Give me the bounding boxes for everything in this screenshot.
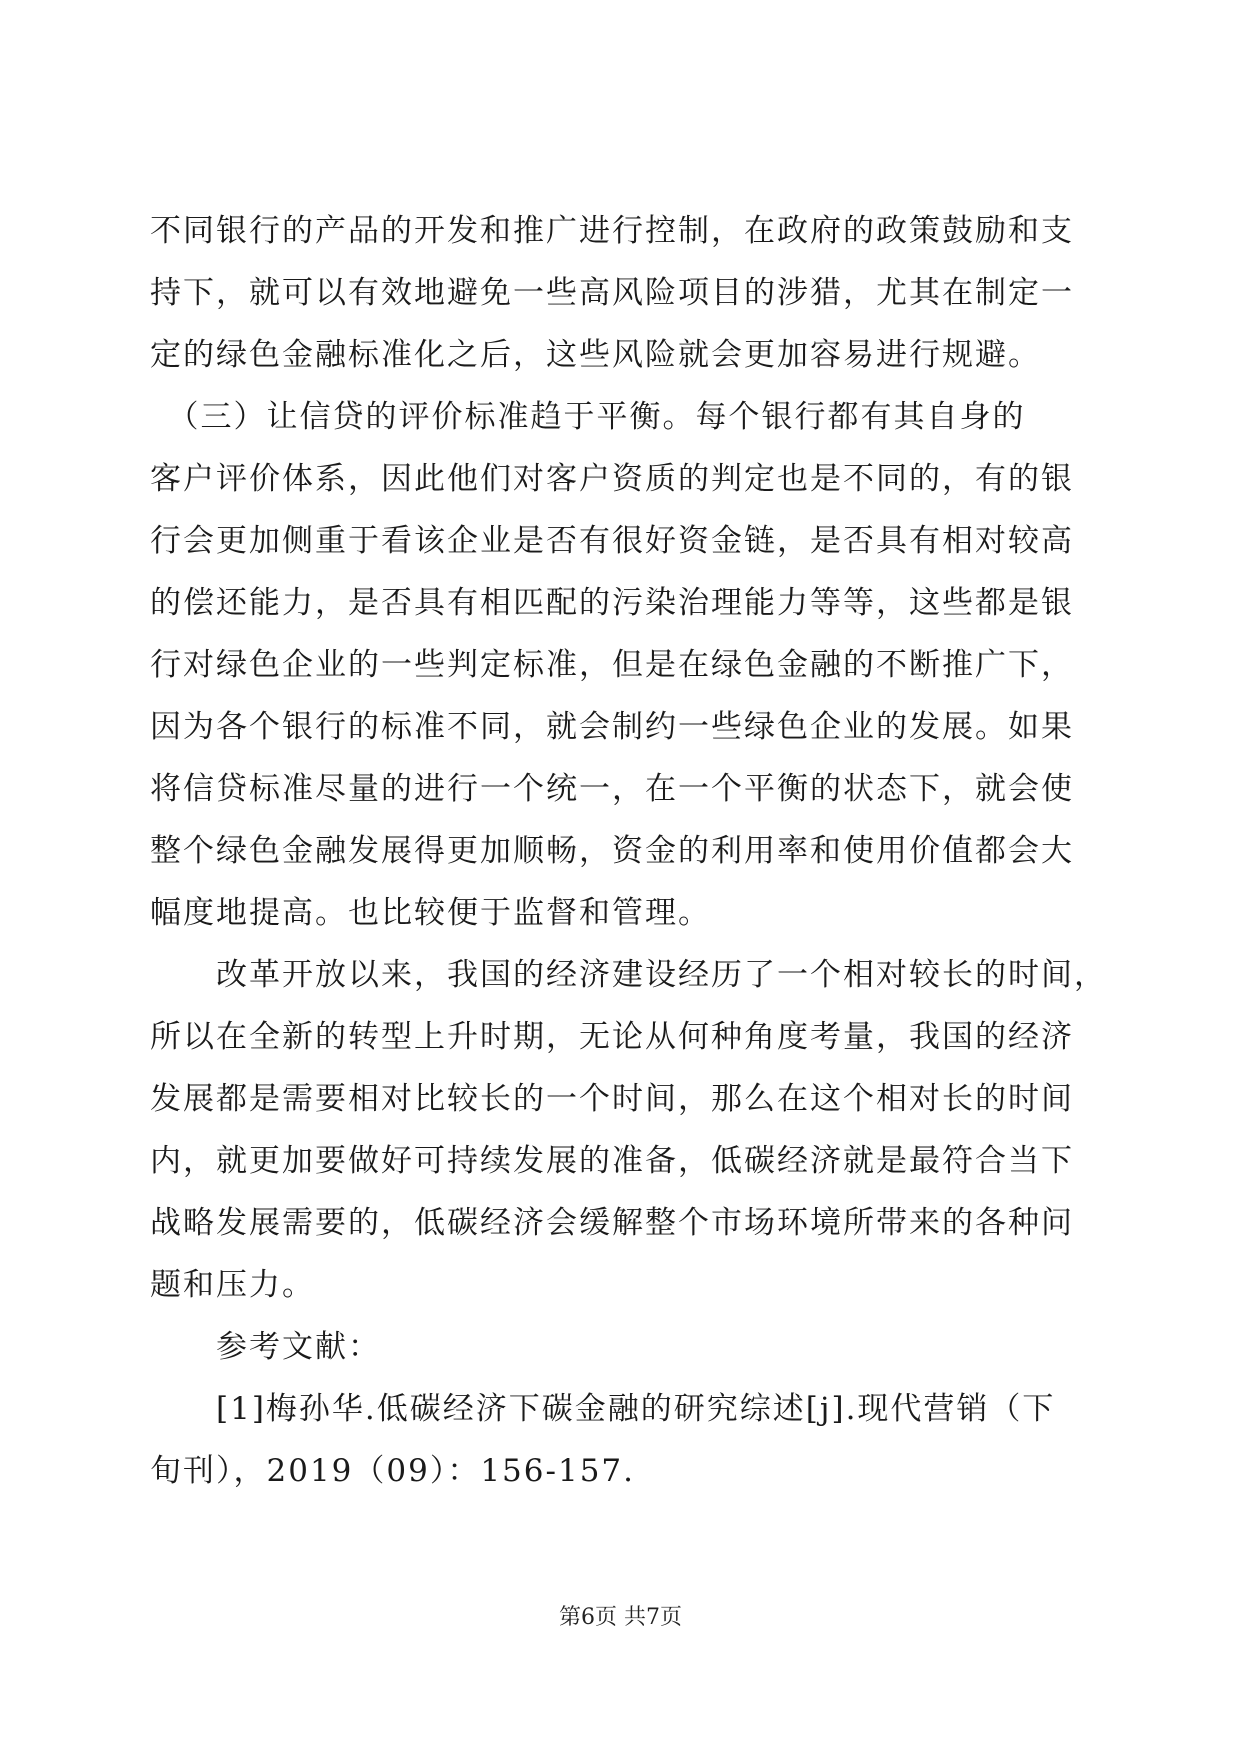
document-body [150,200,1107,1502]
text-line: 因为各个银行的标准不同，就会制约一些绿色企业的发展。如果 [150,709,1074,745]
text-line: 幅度地提高。也比较便于监督和管理。 [150,895,711,931]
text-line: 持下，就可以有效地避免一些高风险项目的涉猎，尤其在制定一 [150,275,1074,311]
text-line: 所以在全新的转型上升时期，无论从何种角度考量，我国的经济 [150,1019,1074,1055]
text-line: 发展都是需要相对比较长的一个时间，那么在这个相对长的时间 [150,1081,1074,1117]
references-heading [150,1316,1090,1378]
text-line: 改革开放以来，我国的经济建设经历了一个相对较长的时间， [150,957,1107,993]
text-line: 行对绿色企业的一些判定标准，但是在绿色金融的不断推广下， [150,647,1074,683]
paragraph [150,200,1090,386]
text-line: [1]梅孙华.低碳经济下碳金融的研究综述[j].现代营销（下 [150,1391,1056,1427]
text-line: 客户评价体系，因此他们对客户资质的判定也是不同的，有的银 [150,461,1074,497]
paragraph [150,386,1090,944]
text-line: 旬刊），2019（09）：156-157. [150,1453,636,1489]
text-line: 将信贷标准尽量的进行一个统一，在一个平衡的状态下，就会使 [150,771,1074,807]
reference-entry [150,1378,1090,1502]
text-line: 内，就更加要做好可持续发展的准备，低碳经济就是最符合当下 [150,1143,1074,1179]
text-line: 整个绿色金融发展得更加顺畅，资金的利用率和使用价值都会大 [150,833,1074,869]
text-line: （三）让信贷的评价标准趋于平衡。每个银行都有其自身的 [150,399,1026,435]
paragraph [150,944,1107,1316]
text-line: 战略发展需要的，低碳经济会缓解整个市场环境所带来的各种问 [150,1205,1074,1241]
page-number-footer: 第6页 共7页 [559,1605,682,1630]
text-line: 定的绿色金融标准化之后，这些风险就会更加容易进行规避。 [150,337,1041,373]
text-line: 的偿还能力，是否具有相匹配的污染治理能力等等，这些都是银 [150,585,1074,621]
text-line: 参考文献： [150,1329,381,1365]
text-line: 题和压力。 [150,1267,315,1303]
text-line: 不同银行的产品的开发和推广进行控制，在政府的政策鼓励和支 [150,213,1074,249]
text-line: 行会更加侧重于看该企业是否有很好资金链，是否具有相对较高 [150,523,1074,559]
